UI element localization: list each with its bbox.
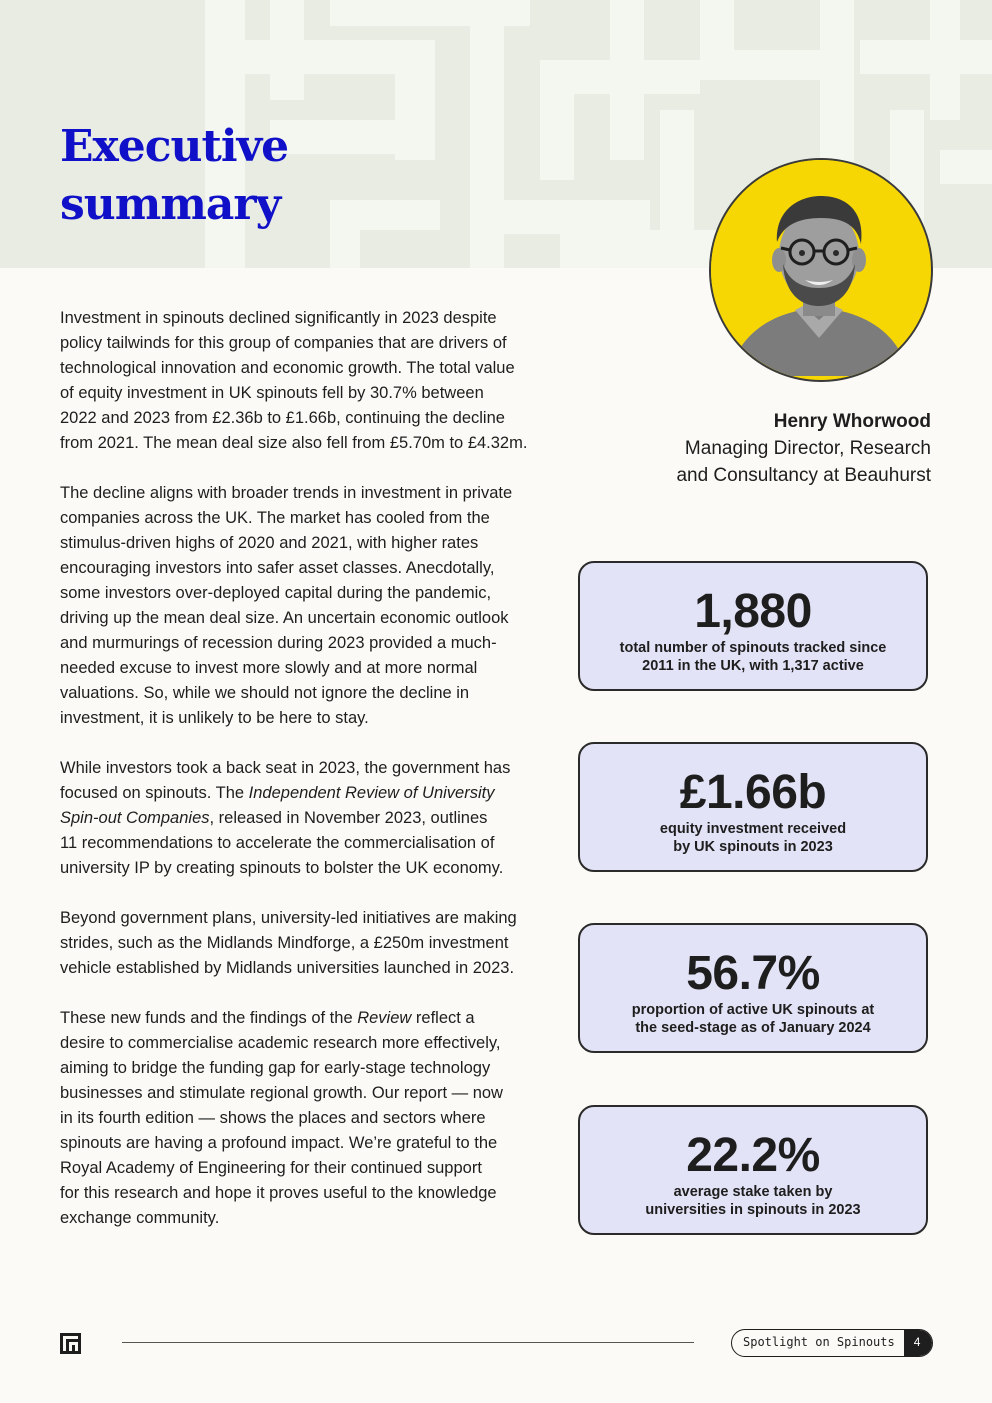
stat-description	[580, 820, 926, 856]
stat-card-seed-stage	[578, 923, 928, 1053]
p3-line-3	[60, 806, 546, 831]
stat-value: 1,880	[694, 585, 812, 638]
paragraph-1	[60, 306, 546, 456]
stat-desc-line-1: total number of spinouts tracked since	[619, 640, 887, 656]
p1-line-6: from 2021. The mean deal size also fell from £5.70m to £4.32m.	[60, 434, 528, 452]
p2-line-9: valuations. So, while we should not ignore the decline in	[60, 684, 470, 702]
p4-line-3: vehicle established by Midlands universities launched in 2023.	[60, 959, 515, 977]
stat-description	[580, 1001, 926, 1037]
page-title-line-1: Executive	[60, 121, 289, 172]
p5-line-3: aiming to bridge the funding gap for early-stage technology	[60, 1059, 491, 1077]
p5-line-2: desire to commercialise academic research more effectively,	[60, 1034, 501, 1052]
p2-line-3: stimulus-driven highs of 2020 and 2021, with higher rates	[60, 534, 479, 552]
paragraph-2	[60, 481, 546, 731]
stat-value: 22.2%	[686, 1129, 820, 1182]
person-role-line-1: Managing Director, Research	[684, 438, 931, 459]
beauhurst-logo-icon	[60, 1333, 81, 1354]
p2-line-1: The decline aligns with broader trends in investment in private	[60, 484, 513, 502]
stat-card-university-stake	[578, 1105, 928, 1235]
page-title-line-2: summary	[60, 179, 281, 230]
paragraph-4	[60, 906, 546, 981]
stat-desc-line-1: proportion of active UK spinouts at	[631, 1002, 875, 1018]
p3-line-5: university IP by creating spinouts to bolster the UK economy.	[60, 859, 504, 877]
publication-name: Spotlight on Spinouts	[743, 1335, 895, 1349]
p1-line-3: technological innovation and economic growth. The total value	[60, 359, 515, 377]
p1-line-1: Investment in spinouts declined significantly in 2023 despite	[60, 309, 497, 327]
p2-line-10: investment, it is unlikely to be here to stay.	[60, 709, 369, 727]
stat-desc-line-1: equity investment received	[659, 821, 847, 837]
p2-line-5: some investors over-deployed capital during the pandemic,	[60, 584, 492, 602]
stat-value: 56.7%	[686, 947, 820, 1000]
p3-line-4: 11 recommendations to accelerate the commercialisation of	[60, 834, 495, 852]
portrait-photo	[709, 158, 933, 382]
p5-line-4: businesses and stimulate regional growth. Our report — now	[60, 1084, 503, 1102]
stat-card-spinouts-tracked	[578, 561, 928, 691]
review-title-part-2: Spin-out Companies	[60, 809, 210, 827]
p1-line-5: 2022 and 2023 from £2.36b to £1.66b, continuing the decline	[60, 409, 505, 427]
p5-line-1	[60, 1006, 546, 1031]
page-title	[60, 118, 288, 234]
stat-value: £1.66b	[679, 766, 827, 819]
stat-desc-line-1: average stake taken by	[673, 1184, 833, 1200]
stat-desc-line-2: 2011 in the UK, with 1,317 active	[642, 658, 864, 674]
person-role	[676, 435, 931, 489]
stat-desc-line-2: the seed-stage as of January 2024	[635, 1020, 871, 1036]
p5-line-8: for this research and hope it proves useful to the knowledge	[60, 1184, 497, 1202]
stat-card-equity-investment	[578, 742, 928, 872]
person-caption	[676, 408, 931, 489]
p4-line-2: strides, such as the Midlands Mindforge, a £250m investment	[60, 934, 509, 952]
p3-line-2-text: focused on spinouts. The	[60, 784, 249, 802]
page-number: 4	[904, 1330, 933, 1356]
stat-desc-line-2: by UK spinouts in 2023	[673, 839, 833, 855]
p2-line-7: and murmurings of recession during 2023 provided a much-	[60, 634, 497, 652]
p2-line-4: encouraging investors into safer asset classes. Anecdotally,	[60, 559, 495, 577]
body-text	[60, 306, 546, 1256]
review-title-part-1: Independent Review of University	[248, 784, 495, 802]
p2-line-8: needed excuse to invest more slowly and at more normal	[60, 659, 478, 677]
paragraph-3	[60, 756, 546, 881]
p5-line-6: spinouts are having a profound impact. We’re grateful to the	[60, 1134, 498, 1152]
portrait-illustration	[711, 160, 927, 376]
person-role-line-2: and Consultancy at Beauhurst	[676, 465, 931, 486]
p4-line-1: Beyond government plans, university-led initiatives are making	[60, 909, 517, 927]
p5-line-9: exchange community.	[60, 1209, 220, 1227]
p3-line-1: While investors took a back seat in 2023, the government has	[60, 759, 511, 777]
p2-line-6: driving up the mean deal size. An uncertain economic outlook	[60, 609, 509, 627]
p3-line-2	[60, 781, 546, 806]
p5-line-1-text: These new funds and the findings of the	[60, 1009, 358, 1027]
review-ref: Review	[357, 1009, 412, 1027]
p3-line-3-text: , released in November 2023, outlines	[209, 809, 488, 827]
p1-line-2: policy tailwinds for this group of companies that are drivers of	[60, 334, 507, 352]
stat-description	[580, 639, 926, 675]
p5-line-7: Royal Academy of Engineering for their continued support	[60, 1159, 482, 1177]
p1-line-4: of equity investment in UK spinouts fell by 30.7% between	[60, 384, 484, 402]
stat-description	[580, 1183, 926, 1219]
stat-desc-line-2: universities in spinouts in 2023	[645, 1202, 861, 1218]
paragraph-5	[60, 1006, 546, 1231]
footer-divider	[122, 1342, 694, 1343]
p5-line-5: in its fourth edition — shows the places and sectors where	[60, 1109, 486, 1127]
footer-page-badge	[731, 1329, 933, 1357]
p2-line-2: companies across the UK. The market has cooled from the	[60, 509, 490, 527]
p5-line-1-tail: reflect a	[411, 1009, 475, 1027]
person-name: Henry Whorwood	[773, 411, 931, 432]
